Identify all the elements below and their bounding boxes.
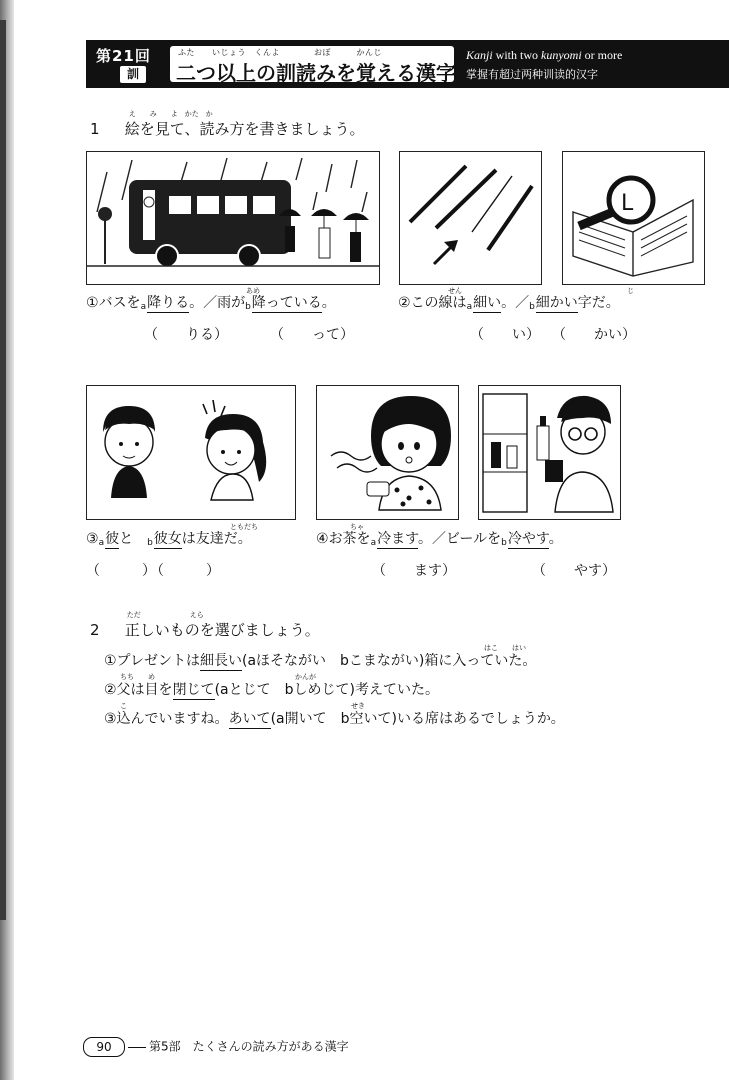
section1-heading: [90, 110, 365, 139]
q4-answer-a[interactable]: （ ます）: [372, 563, 456, 579]
lesson-number: 第21回: [96, 47, 151, 65]
footer-rule: [128, 1047, 146, 1048]
lesson-title-ruby: ふた いじょう くんよ おぼ かんじ: [178, 48, 382, 57]
q3-answer-b[interactable]: （ ）: [150, 563, 220, 579]
q2-answer-a[interactable]: （ い）: [470, 327, 540, 343]
lines-drawing: [400, 152, 541, 284]
lesson-label: [92, 45, 172, 83]
section2-item-1-ruby: はこ はい: [484, 644, 526, 652]
q2-ruby-sen: せん: [448, 287, 462, 295]
section2-item-3-ruby: こ せき: [120, 702, 365, 710]
section2-item-2: ②父は目を閉じて(aとじて bしめじて)考えていた。: [104, 682, 439, 698]
q3-word-b: 彼女: [153, 531, 182, 547]
section2-heading: [90, 611, 320, 640]
illustration-tea: [316, 385, 459, 520]
lesson-title-box: [170, 46, 456, 85]
lesson-title-english: Kanji with two kunyomi or more: [466, 48, 623, 62]
q2-answer-b[interactable]: （ かい）: [552, 327, 636, 343]
illustration-lines: [399, 151, 542, 285]
section2-instruction: 正しいものを選びましょう。: [124, 621, 320, 639]
lesson-header: [86, 40, 729, 88]
q3-ruby-tomo: ともだち: [230, 523, 258, 531]
illustration-boy-girl: [86, 385, 296, 520]
page-number: 90: [83, 1037, 125, 1057]
q4-ruby-cha: ちゃ: [350, 523, 364, 531]
q4-sentence: ④お茶を$_a$冷ます。／ビールを$_b$冷やす。: [316, 531, 563, 548]
illustration-magnifier-book: [562, 151, 705, 285]
q3-sentence: $③_a$彼と $_b$彼女は友達だ。: [86, 531, 252, 548]
q2-ruby-ji: じ: [627, 287, 634, 295]
q1-sentence: ①バスを$_a$降りる。／雨が$_b$降っている。: [86, 295, 336, 312]
chapter-title: 第5部 たくさんの読み方がある漢字: [149, 1039, 349, 1054]
q1-ruby-ame: あめ: [246, 287, 260, 295]
illustration-fridge: [478, 385, 621, 520]
section2-ruby: ただ えら: [126, 611, 204, 619]
q4-answer-b[interactable]: （ やす）: [532, 563, 616, 579]
q1-word-b: 降っている: [251, 295, 322, 311]
q2-sentence: ②この線は$_a$細い。$/_b$細かい字だ。: [398, 295, 620, 312]
section2-number: 2: [90, 621, 100, 639]
page-footer: [83, 1037, 349, 1057]
tea-drawing: [317, 386, 458, 519]
q3-word-a: 彼: [105, 531, 120, 547]
q3-answer-a[interactable]: （ ）: [86, 563, 156, 579]
section2-item-3: ③込んでいますね。あいて(a開いて b空いて)いる席はあるでしょうか。: [104, 711, 565, 727]
page-binding-edge: [0, 20, 6, 920]
illustration-bus-rain: [86, 151, 380, 285]
section1-ruby: え み よ かた か: [128, 110, 213, 118]
bus-rain-drawing: [87, 152, 379, 284]
section2-item-1: ①プレゼントは細長い(aほそながい bこまながい)箱に入っていた。: [104, 653, 537, 669]
section1-instruction: 絵を見て、読み方を書きましょう。: [124, 120, 365, 138]
lesson-title-chinese: 掌握有超过两种训读的汉字: [466, 68, 598, 81]
magnifier-book-drawing: [563, 152, 704, 284]
fridge-drawing: [479, 386, 620, 519]
q1-word-a: 降りる: [147, 295, 190, 311]
q2-word-a: 細い: [473, 295, 502, 311]
svg-text:L: L: [621, 191, 634, 216]
boy-girl-drawing: [87, 386, 295, 519]
q4-word-a: 冷ます: [377, 531, 418, 547]
q1-answer-a[interactable]: （ りる）: [144, 327, 228, 343]
lesson-tag: 訓: [120, 66, 146, 83]
q1-answer-b[interactable]: （ って）: [270, 327, 354, 343]
q2-word-b: 細かい: [535, 295, 578, 311]
section1-number: 1: [90, 120, 100, 138]
section2-item-2-ruby: ちち め かんが: [120, 673, 316, 681]
lesson-title: 二つ以上の訓読みを覚える漢字: [176, 61, 456, 85]
q4-word-b: 冷やす: [507, 531, 549, 547]
